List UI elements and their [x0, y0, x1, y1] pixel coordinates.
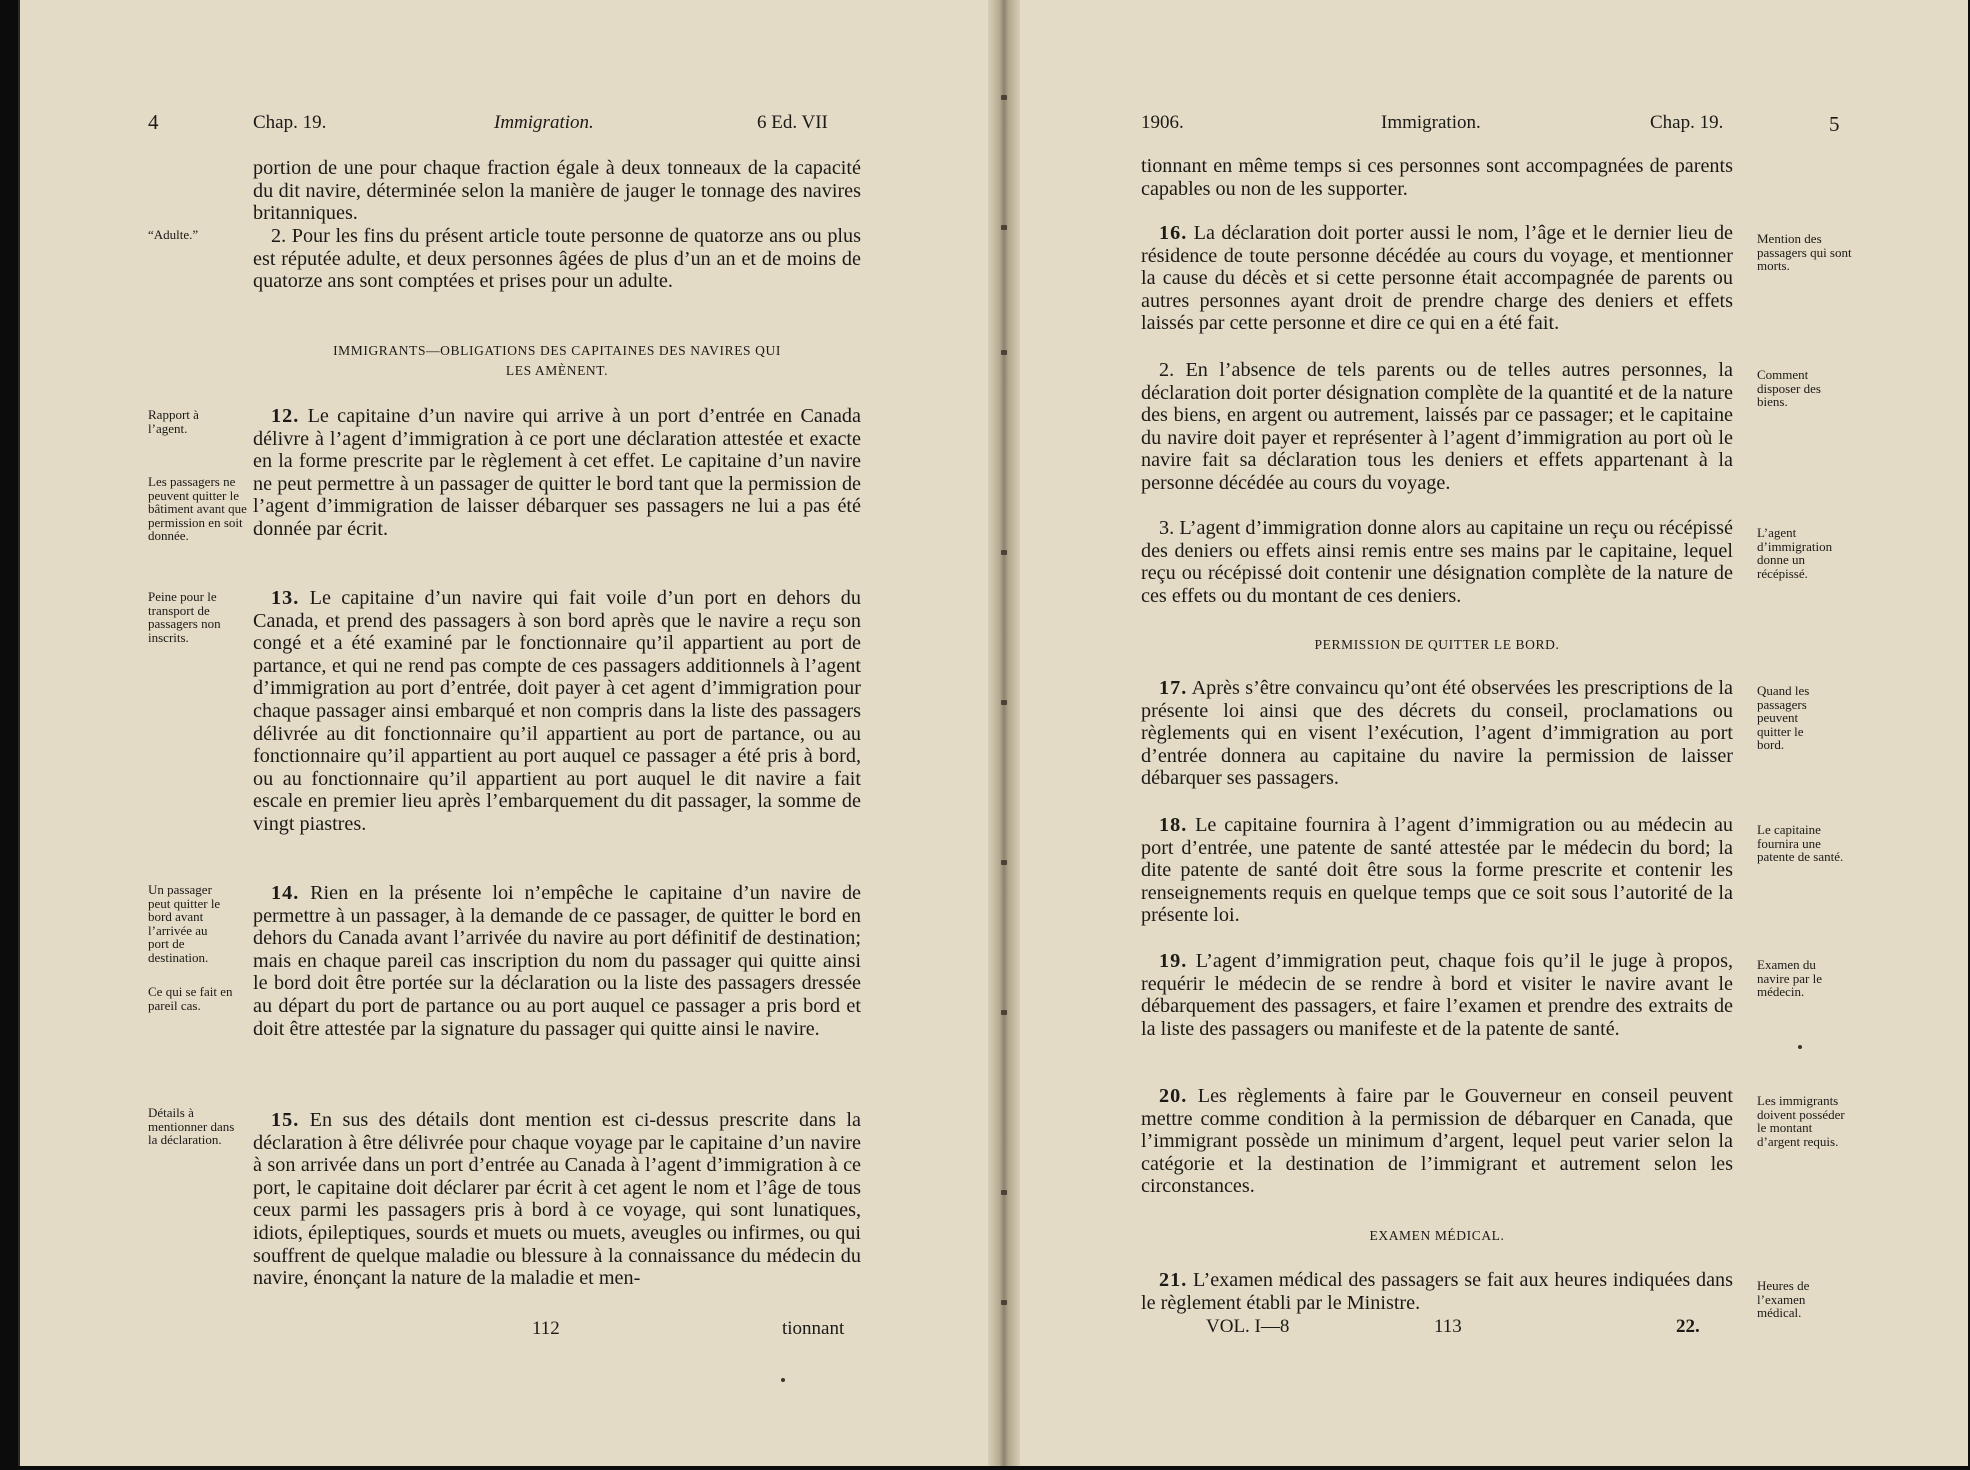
- para-text: Les règlements à faire par le Gouverneur en conseil peuvent mettre comme condition à la permission de débarquer en Canada, que l’immigrant possède un minimum d’argent, lequel peut varier selon la catégorie et la destination de l’immigrant et autrement selon les circonstances.: [1141, 1085, 1734, 1198]
- right-title: Immigration.: [1381, 112, 1481, 133]
- para-text: Le capitaine d’un navire qui fait voile d’un port en dehors du Canada, et prend des passagers à son bord après que le navire a reçu son congé et a été examiné par le fonctionnaire qu’il appartient au port de partance, et qui ne rend pas compte de ces passagers additionnels à l’agent d’immigration au port d’entrée, doit payer à cet agent d’immigration pour chaque passager ainsi embarqué et non compris dans la liste des passagers délivrée au dit fonctionnaire qu’il appartient au port de partance, ou au fonctionnaire qu’il appartient au port auquel ce passager a été pris à bord, ou au fonctionnaire qu’il appartient au port auquel le dit navire a fait escale en premier lieu après l’embarquement du dit passager, la somme de vingt piastres.: [253, 587, 861, 835]
- section-number: 15.: [271, 1109, 300, 1131]
- speck: [781, 1378, 785, 1382]
- left-section-heading: [253, 341, 861, 381]
- heading-permission: PERMISSION DE QUITTER LE BORD.: [1314, 637, 1560, 652]
- section-16: [1141, 222, 1733, 335]
- margin-note-comment: Comment disposer des biens.: [1757, 367, 1821, 410]
- left-para-cont: [253, 157, 861, 225]
- para-text: L’examen médical des passagers se fait aux heures indiquées dans le règlement établi par le Ministre.: [1141, 1269, 1734, 1314]
- left-para-2: [253, 225, 861, 293]
- para-text: 3. L’agent d’immigration donne alors au capitaine un reçu ou récépissé des deniers ou effets ainsi remis entre ses mains par le capitaine, lequel reçu ou récépissé doit contenir une désignation complète de la nature de ces effets ou du montant de ces deniers.: [1141, 517, 1733, 607]
- section-number: 19.: [1159, 950, 1188, 972]
- section-number: 12.: [271, 405, 300, 427]
- stitch-mark: [1001, 1190, 1007, 1195]
- book-gutter: [988, 0, 1020, 1466]
- left-chapter: Chap. 19.: [253, 112, 327, 133]
- stitch-mark: [1001, 225, 1007, 230]
- margin-note-rapport: Rapport à l’agent.: [148, 407, 199, 436]
- left-regnal-year: 6 Ed. VII: [757, 112, 828, 133]
- section-number: 20.: [1159, 1085, 1188, 1107]
- margin-note-examen-navire: Examen du navire par le médecin.: [1757, 957, 1822, 1000]
- margin-note-quand: Quand les passagers peuvent quitter le bord.: [1757, 683, 1810, 753]
- para-text: L’agent d’immigration peut, chaque fois qu’il le juge à propos, requérir le médecin de se rendre à bord et visiter le navire avant le débarquement des passagers, et faire l’examen et prendre des extraits de la liste des passagers ou manifeste et de la patente de santé.: [1141, 950, 1734, 1040]
- margin-note-heures: Heures de l’examen médical.: [1757, 1278, 1810, 1321]
- para-text: portion de une pour chaque fraction égale à deux tonneaux de la capacité du dit navire, déterminée selon la manière de jauger le tonnage des navires britanniques.: [253, 157, 861, 225]
- right-footer-folio: 113: [1434, 1316, 1462, 1337]
- speck: [1798, 1045, 1802, 1049]
- right-year: 1906.: [1141, 112, 1184, 133]
- margin-note-details: Détails à mentionner dans la déclaration.: [148, 1105, 235, 1148]
- section-19: [1141, 950, 1733, 1040]
- section-number: 21.: [1159, 1269, 1188, 1291]
- heading-examen: EXAMEN MÉDICAL.: [1369, 1228, 1505, 1243]
- stitch-mark: [1001, 95, 1007, 100]
- stitch-mark: [1001, 550, 1007, 555]
- right-para-cont: [1141, 155, 1733, 200]
- stitch-mark: [1001, 350, 1007, 355]
- margin-note-mention: Mention des passagers qui sont morts.: [1757, 231, 1852, 274]
- stitch-mark: [1001, 860, 1007, 865]
- margin-note-ce-qui: Ce qui se fait en pareil cas.: [148, 984, 233, 1013]
- section-number: 18.: [1159, 814, 1188, 836]
- margin-note-adulte: “Adulte.”: [148, 227, 199, 242]
- left-title: Immigration.: [494, 112, 594, 133]
- section-18: [1141, 814, 1733, 927]
- section-number: 16.: [1159, 222, 1188, 244]
- section-13: [253, 587, 861, 836]
- right-page: [1020, 0, 1968, 1466]
- para-text: Le capitaine d’un navire qui arrive à un port d’entrée en Canada délivre à l’agent d’immigration à ce port une déclaration attestée et exacte en la forme prescrite par le règlement à cet effet. Le capitaine d’un navire ne peut permettre à un passager de quitter le bord tant que la permission de l’agent d’immigration de laisser débarquer ses passagers ne lui a pas été donnée par écrit.: [253, 405, 861, 540]
- right-catchword: 22.: [1676, 1316, 1700, 1337]
- heading-line-1: IMMIGRANTS—OBLIGATIONS DES CAPITAINES DES NAVIRES QUI: [333, 343, 781, 358]
- section-20: [1141, 1085, 1733, 1198]
- margin-note-capitaine: Le capitaine fournira une patente de santé.: [1757, 822, 1844, 865]
- section-12: [253, 405, 861, 541]
- section-number: 13.: [271, 587, 300, 609]
- section-14: [253, 882, 861, 1040]
- margin-note-immigrants: Les immigrants doivent posséder le montant d’argent requis.: [1757, 1093, 1845, 1149]
- section-17: [1141, 677, 1733, 790]
- para-text: tionnant en même temps si ces personnes sont accompagnées de parents capables ou non de les supporter.: [1141, 155, 1733, 200]
- book-spread: [18, 0, 1968, 1466]
- stitch-mark: [1001, 1010, 1007, 1015]
- margin-note-peine: Peine pour le transport de passagers non inscrits.: [148, 589, 221, 645]
- section-16-3: [1141, 517, 1733, 607]
- left-page: [20, 0, 988, 1466]
- section-15: [253, 1109, 861, 1290]
- para-text: 2. En l’absence de tels parents ou de telles autres personnes, la déclaration doit porter désignation complète de la quantité et de la nature des biens, en argent ou autrement, laissés par ce passager; et le capitaine du navire doit payer et représenter à l’agent d’immigration au port où le navire fait sa déclaration tous les deniers et effets appartenant à la personne décédée au cours du voyage.: [1141, 359, 1733, 494]
- para-text: La déclaration doit porter aussi le nom, l’âge et le dernier lieu de résidence de toute personne décédée au cours du voyage, et mentionner la cause du décès et si cette personne était accompagnée de parents ou autres personnes ayant droit de prendre charge des deniers et effets laissés par cette personne et dire ce qui en a été fait.: [1141, 222, 1734, 335]
- para-text: Le capitaine fournira à l’agent d’immigration ou au médecin au port d’entrée, une patente de santé attestée par le médecin du bord; la dite patente de santé doit être sous la forme prescrite et contenir les renseignements requis en quelque temps que ce soit sous l’autorité de la présente loi.: [1141, 814, 1734, 927]
- para-text: Après s’être convaincu qu’ont été observées les prescriptions de la présente loi ainsi que des décrets du conseil, proclamations ou règlements qui en visent l’exécution, l’agent d’immigration au port d’entrée donnera au capitaine du navire la permission de laisser débarquer ses passagers.: [1141, 677, 1733, 790]
- margin-note-un-passager: Un passager peut quitter le bord avant l’arrivée au port de destination.: [148, 882, 221, 965]
- signature-mark: VOL. I—8: [1206, 1316, 1290, 1337]
- left-page-number: 4: [148, 110, 159, 134]
- margin-note-recepisse: L’agent d’immigration donne un récépissé.: [1757, 525, 1833, 581]
- stitch-mark: [1001, 1300, 1007, 1305]
- section-number: 14.: [271, 882, 300, 904]
- left-footer-folio: 112: [532, 1318, 560, 1339]
- section-16-2: [1141, 359, 1733, 495]
- section-number: 17.: [1159, 677, 1188, 699]
- heading-line-2: LES AMÈNENT.: [505, 363, 609, 378]
- margin-note-passagers: Les passagers ne peuvent quitter le bâtiment avant que permission en soit donnée.: [148, 474, 247, 544]
- right-chapter: Chap. 19.: [1650, 112, 1724, 133]
- para-text: En sus des détails dont mention est ci-dessus prescrite dans la déclaration à être délivrée pour chaque voyage par le capitaine d’un navire à son arrivée dans un port d’entrée au Canada à l’agent d’immigration à ce port, le capitaine doit déclarer par écrit à cet agent le nom et l’âge de tous ceux parmi les passagers pris à bord à ce voyage, qui sont lunatiques, idiots, épileptiques, sourds et muets ou muets, aveugles ou infirmes, ou qui souffrent de quelque maladie ou blessure à la connaissance du médecin du navire, énonçant la nature de la maladie et men-: [253, 1109, 862, 1290]
- right-page-number: 5: [1829, 112, 1840, 136]
- stitch-mark: [1001, 700, 1007, 705]
- section-21: [1141, 1269, 1733, 1314]
- para-text: Rien en la présente loi n’empêche le capitaine d’un navire de permettre à un passager, à la demande de ce passager, de quitter le bord en dehors du Canada avant l’arrivée du navire au port définitif de destination; mais en chaque pareil cas inscription du nom du passager qui quitte ainsi le bord doit être portée sur la déclaration ou la liste des passagers dressée au départ du port de partance ou au port auquel ce passager a pris bord et doit être attestée par la signature du passager qui quitte ainsi le navire.: [253, 882, 862, 1040]
- left-catchword: tionnant: [782, 1318, 845, 1339]
- para-text: 2. Pour les fins du présent article toute personne de quatorze ans ou plus est réputée adulte, et deux personnes âgées de plus d’un an et de moins de quatorze ans sont comptées et prises pour un adulte.: [253, 225, 861, 293]
